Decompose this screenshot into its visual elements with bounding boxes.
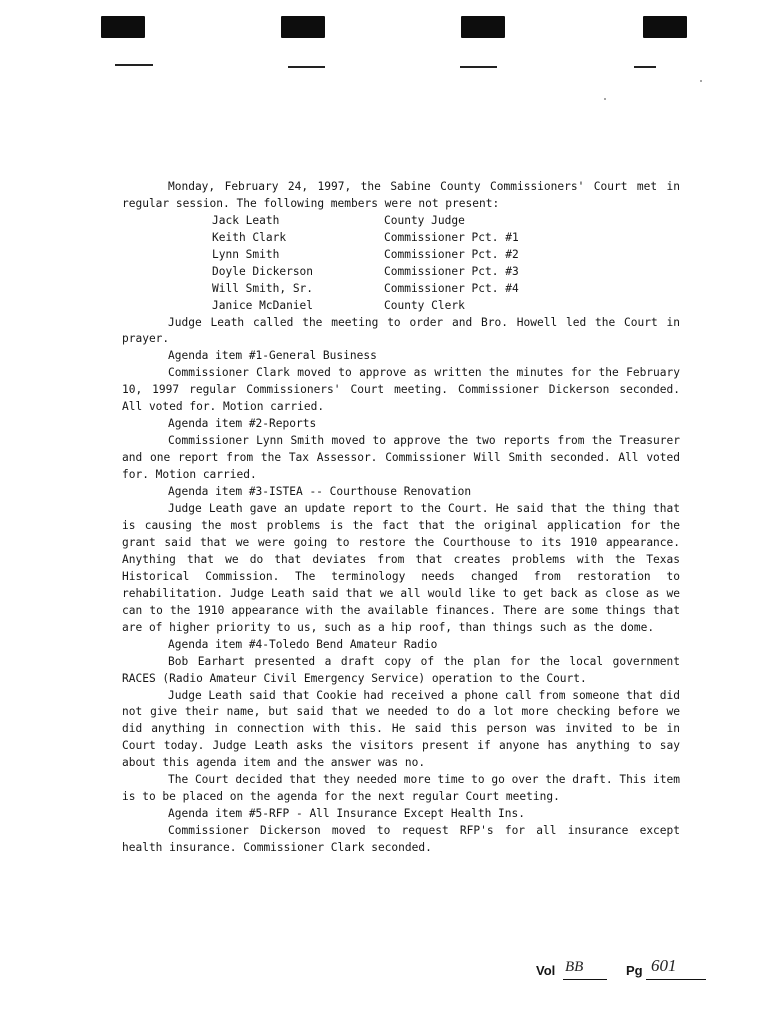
pg-value: 601 <box>651 956 677 975</box>
scan-dash-3 <box>460 66 497 68</box>
member-title: Commissioner Pct. #3 <box>384 264 519 278</box>
punch-mark-3 <box>461 16 505 38</box>
agenda-heading-3: Agenda item #3-ISTEA -- Courthouse Renovation <box>168 485 472 499</box>
member-row <box>122 298 680 315</box>
insurance-paragraph: Commissioner Dickerson moved to request RFP's for all insurance except health insurance. Commissioner Clark seconded. <box>122 824 680 855</box>
courthouse-paragraph: Judge Leath gave an update report to the Court. He said that the thing that is causing the most problems is the fact that the original application for the grant said that we were going to restore the Courthouse to its 1910 appearance. Anything that we do that deviates from that creates problems with the Texas Historical Commission. The terminology needs changed from restoration to rehabilitation. Judge Leath said that we all would like to get back as close as we can to the 1910 appearance with the available finances. There are some things that are of higher priority to us, such as a hip roof, than things such as the dome. <box>122 502 680 634</box>
races-paragraph: Bob Earhart presented a draft copy of the plan for the local government RACES (Radio Amateur Civil Emergency Service) operation to the Court. <box>122 654 680 685</box>
member-name: Jack Leath <box>212 213 280 227</box>
minutes-motion-paragraph: Commissioner Clark moved to approve as written the minutes for the February 10, 1997 regular Commissioners' Court meeting. Commissioner Dickerson seconded. All voted for. Motion carried. <box>122 366 680 414</box>
scan-dash-2 <box>288 66 325 68</box>
agenda-heading-5: Agenda item #5-RFP - All Insurance Except Health Ins. <box>168 807 525 821</box>
vol-value: BB <box>565 959 584 975</box>
member-row <box>122 230 680 247</box>
vol-underline <box>563 979 607 980</box>
draft-paragraph: The Court decided that they needed more time to go over the draft. This item is to be placed on the agenda for the next regular Court meeting. <box>122 773 680 804</box>
scan-dash-1 <box>115 64 153 66</box>
member-name: Doyle Dickerson <box>212 264 314 278</box>
pg-label: Pg <box>626 963 643 978</box>
member-row <box>122 264 680 281</box>
minutes-text <box>122 179 680 857</box>
scan-speck <box>700 80 702 82</box>
punch-mark-4 <box>643 16 687 38</box>
member-title: County Clerk <box>384 298 465 312</box>
punch-mark-2 <box>281 16 325 38</box>
member-name: Keith Clark <box>212 230 287 244</box>
members-list <box>122 213 680 315</box>
scan-speck <box>604 98 606 100</box>
member-title: County Judge <box>384 213 465 227</box>
member-name: Janice McDaniel <box>212 298 314 312</box>
pg-underline <box>646 979 706 980</box>
agenda-heading-2: Agenda item #2-Reports <box>168 417 317 431</box>
member-name: Will Smith, Sr. <box>212 281 314 295</box>
member-row <box>122 213 680 230</box>
scan-dash-4 <box>634 66 656 68</box>
member-title: Commissioner Pct. #4 <box>384 281 519 295</box>
intro-paragraph: Monday, February 24, 1997, the Sabine County Commissioners' Court met in regular session. The following members were not present: <box>122 180 680 210</box>
member-title: Commissioner Pct. #2 <box>384 247 519 261</box>
reports-motion-paragraph: Commissioner Lynn Smith moved to approve the two reports from the Treasurer and one report from the Tax Assessor. Commissioner Will Smith seconded. All voted for. Motion carried. <box>122 434 680 482</box>
agenda-heading-4: Agenda item #4-Toledo Bend Amateur Radio <box>168 637 438 651</box>
member-name: Lynn Smith <box>212 247 280 261</box>
member-title: Commissioner Pct. #1 <box>384 230 519 244</box>
vol-label: Vol <box>536 963 556 978</box>
punch-mark-1 <box>101 16 145 38</box>
agenda-heading-1: Agenda item #1-General Business <box>168 349 377 363</box>
phone-call-paragraph: Judge Leath said that Cookie had received a phone call from someone that did not give their name, but said that we needed to do a lot more checking before we did anything in connection with this. He said this person was invited to be in Court today. Judge Leath asks the visitors present if anyone has anything to say about this agenda item and the answer was no. <box>122 688 680 770</box>
member-row <box>122 281 680 298</box>
member-row <box>122 247 680 264</box>
volume-page-stamp <box>536 956 716 985</box>
opening-paragraph: Judge Leath called the meeting to order and Bro. Howell led the Court in prayer. <box>122 315 680 346</box>
